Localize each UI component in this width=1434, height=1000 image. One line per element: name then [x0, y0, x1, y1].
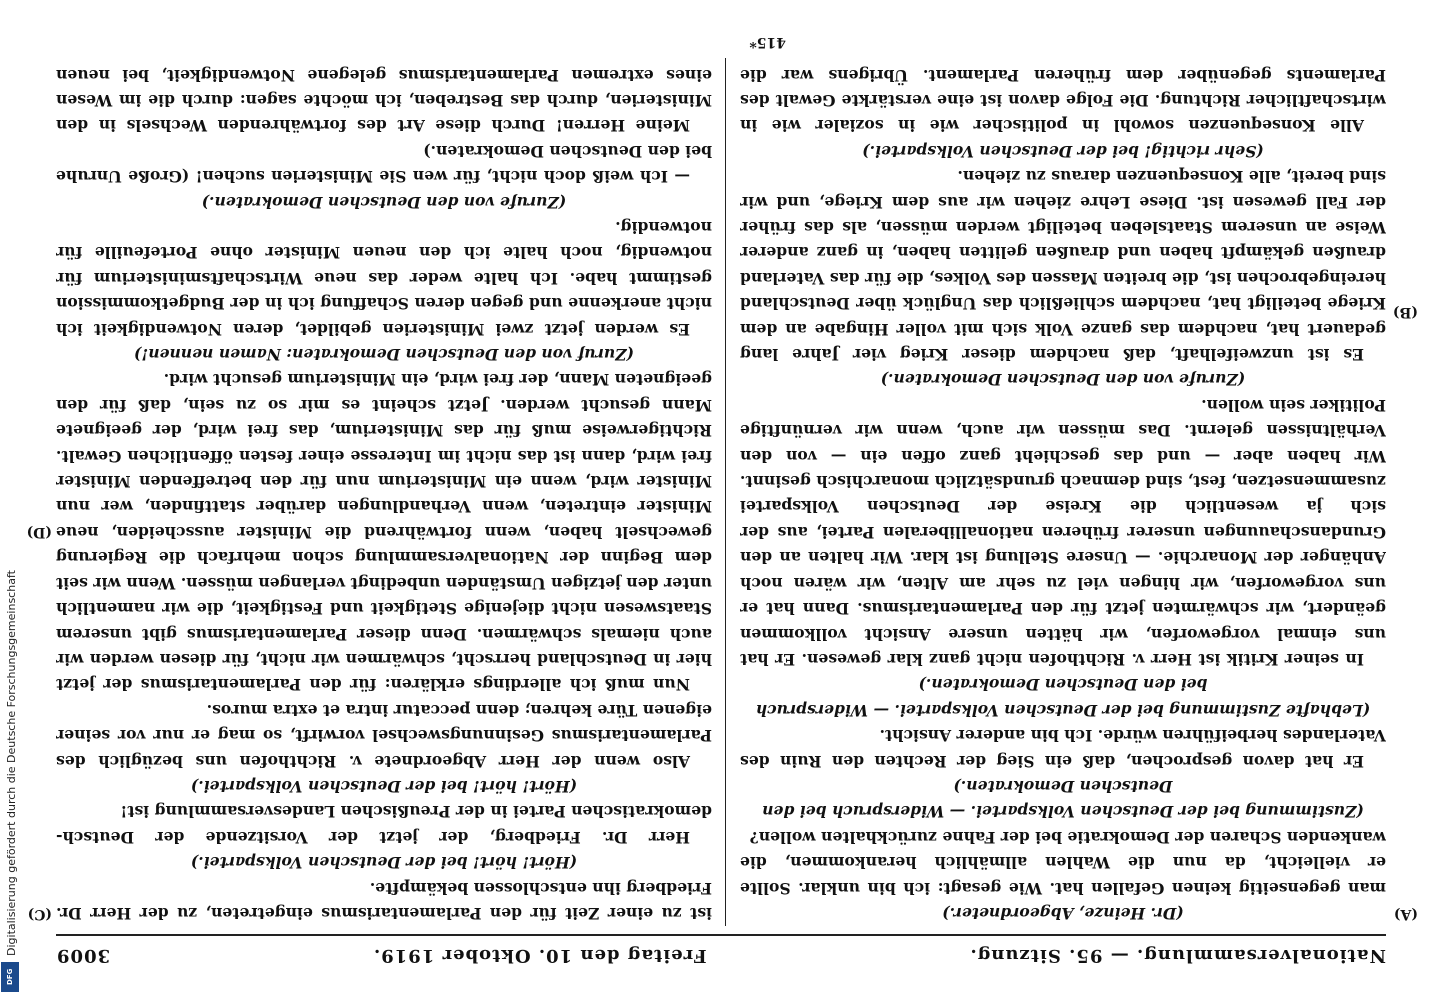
paragraph: Es werden jetzt zwei Ministerien gebildet, deren Notwendigkeit ich nicht anerkenne und gegen deren Schaffung ich in der Budgetkommission gestimmt habe. Ich halte weder das neue Wirtschaftsministerium für notwendig, noch halte ich den neuen Minister ohne Portefeuille für notwendig. [56, 218, 712, 339]
header-title-right: Freitag den 10. Oktober 1919. [372, 945, 707, 967]
right-column [56, 58, 712, 926]
paragraph: Es ist unzweifelhaft, daß nachdem dieser Krieg vier Jahre lang gedauert hat, nachdem das ganze Volk sich mit voller Hingabe an dem Kriege beteiligt hat, nachdem schließlich das Unglück über Deutschland hereingebrochen ist, die breiten Massen des Volkes, die für das Vaterland draußen gekämpft haben und draußen gelitten haben, in ganz anderer Weise an unserem Staatsleben beteiligt werden müssen, als das früher der Fall gewesen ist. Diese Lehre ziehen wir aus dem Kriege, und wir sind bereit, alle Konsequenzen daraus zu ziehen. [740, 167, 1386, 365]
paragraph: Herr Dr. Friedberg, der jetzt der Vorsitzende der Deutsch-demokratischen Partei in der Preußischen Landesversammlung ist! [56, 802, 712, 847]
interjection: (Sehr richtig! bei der Deutschen Volkspartei.) [862, 141, 1264, 161]
paragraph: In seiner Kritik ist Herr v. Richthofen nicht ganz klar gewesen. Er hat uns einmal vorgeworfen, wir hätten unsere Ansicht vollkommen geändert, wir schwärmten jetzt für den Parlamentarismus. Dann hat er uns vorgeworfen, wir hingen viel zu sehr am Alten, wir wären noch Anhänger der Monarchie. — Unsere Stellung ist klar. Wir halten an den Grundanschauungen unserer früheren nationalliberalen Partei, aus der sich ja wesentlich die Kreise der Deutschen Volkspartei zusammensetzen, fest, sind demnach grundsätzlich monarchisch gesinnt. Wir haben aber — und das geschieht ganz offen ein — von den Verhältnissen gelernt. Das müssen wir auch, wenn wir vernünftige Politiker sein wollen. [740, 395, 1386, 669]
interjection: (Zuruf von den Deutschen Demokraten: Namen nennen!) [134, 345, 634, 365]
margin-mark-a: (A) [1393, 906, 1418, 922]
digitization-note [2, 40, 24, 980]
dfg-logo-text: DFG [6, 968, 14, 986]
paragraph: — Ich weiß doch nicht, für wen Sie Ministerien suchen! (Große Unruhe bei den Deutschen Demokraten.) [56, 141, 712, 187]
page-number: 3009 [56, 945, 111, 967]
margin-mark-c: (C) [27, 906, 52, 922]
paragraph: man gegenseitig keinen Gefallen hat. Wie gesagt: ich bin unklar. Sollte er vielleicht, da nun die Wahlen allmählich herankommen, die wankenden Scharen der Demokratie bei der Fahne zurückhalten wollen? [740, 827, 1386, 898]
interjection: (Zurufe von den Deutschen Demokraten.) [201, 192, 567, 212]
interjection: (Zurufe von den Deutschen Demokraten.) [880, 370, 1246, 390]
left-column [740, 58, 1386, 926]
paragraph: Nun muß ich allerdings erklären: für den Parlamentarismus der jetzt hier in Deutschland herrscht, schwärmen wir nicht, für diesen werden wir auch niemals schwärmen. Denn dieser Parlamentarismus gibt unserem Staatswesen nicht diejenige Stetigkeit und Festigkeit, die wir namentlich unter den jetzigen Umständen unbedingt verlangen müssen. Wenn wir seit dem Beginn der Nationalversammlung schon mehrfach die Regierung gewechselt haben, wenn fortwährend die Minister ausscheiden, neue Minister eintreten, wenn Verhandlungen darüber stattfinden, wer nun Minister wird, wenn ein Ministerium nun für den betreffenden Minister frei wird, dann ist das nicht im Interesse einer festen öffentlichen Gewalt. Richtigerweise muß für das Ministerium, das frei wird, der geeignete Mann gesucht werden. Jetzt scheint es mir so zu sein, daß für den geeigneten Mann, der frei wird, ein Ministerium gesucht wird. [56, 370, 712, 695]
paragraph: Alle Konsequenzen sowohl in politischer wie in sozialer wie in wirtschaftlicher Richtung. Die Folge davon ist eine verstärkte Gewalt des Parlaments gegenüber dem früheren Parlament. Übrigens war die [740, 65, 1386, 136]
margin-mark-d: (D) [26, 524, 52, 540]
interjection: (Zustimmung bei der Deutschen Volkspartei. — Widerspruch bei den Deutschen Demokraten.) [762, 776, 1364, 822]
column-divider [725, 58, 726, 926]
interjection: (Hört! hört! bei der Deutschen Volkspartei.) [190, 776, 578, 796]
interjection: (Hört! hört! bei der Deutschen Volkspartei.) [190, 853, 578, 873]
interjection: (Lebhafte Zustimmung bei der Deutschen Volkspartei. — Widerspruch bei den Deutschen Demokraten.) [755, 675, 1371, 720]
margin-mark-b: (B) [1392, 304, 1418, 320]
paragraph: Er hat davon gesprochen, daß ein Sieg der Rechten den Ruin des Vaterlandes herbeiführen würde. Ich bin anderer Ansicht. [740, 726, 1386, 771]
paragraph: ist zu einer Zeit für den Parlamentarismus eingetreten, zu der Herr Dr. Friedberg ihn entschlossen bekämpfte. [56, 878, 712, 923]
paragraph: Meine Herren! Durch diese Art des fortwährenden Wechsels in den Ministerien, durch das Bestreben, ich möchte sagen: durch die im Wesen eines extremen Parlamentarismus gelegene Notwendigkeit, bei neuen [56, 65, 712, 136]
paragraph: Also wenn der Herr Abgeordnete v. Richthofen uns bezüglich des Parlamentarismus Gesinnungswechsel vorwirft, so mag er nur vor seiner eigenen Türe kehren; denn peccatur intra et extra muros. [56, 700, 712, 771]
digitization-note-text: Digitalisierung gefördert durch die Deutsche Forschungsgemeinschaft [5, 570, 18, 956]
page-header [56, 934, 1386, 976]
sheet-signature: 415* [749, 34, 786, 50]
rotated-document [26, 18, 1426, 980]
dfg-logo [1, 962, 19, 992]
interjection: (Dr. Heinze, Abgeordneter.) [942, 904, 1184, 923]
header-title-left: Nationalversammlung. — 95. Sitzung. [969, 945, 1386, 967]
